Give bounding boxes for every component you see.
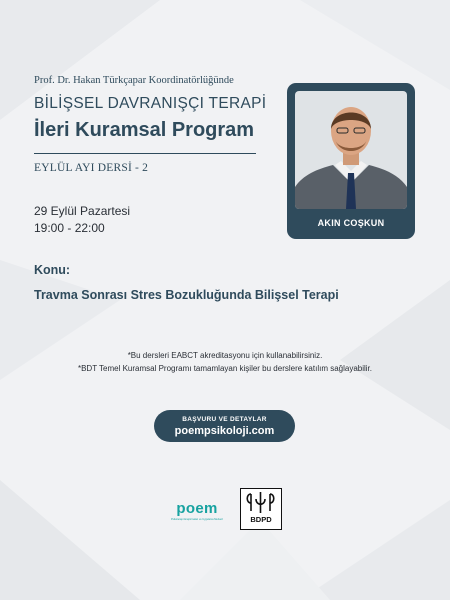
poem-logo-text: poem (176, 500, 218, 517)
poem-logo (170, 500, 224, 524)
coordinator-text: Prof. Dr. Hakan Türkçapar Koordinatörlüğünde (34, 75, 234, 86)
apply-label: BAŞVURU VE DETAYLAR (182, 416, 267, 423)
apply-button[interactable] (154, 410, 295, 442)
lesson-label: EYLÜL AYI DERSİ - 2 (34, 162, 149, 174)
notes (0, 349, 450, 375)
program-subtitle: İleri Kuramsal Program (34, 119, 255, 141)
bdpd-emblem-icon (241, 489, 280, 515)
speaker-card (287, 83, 415, 239)
program-title: BİLİŞSEL DAVRANIŞÇI TERAPİ (34, 95, 267, 112)
apply-url[interactable]: poempsikoloji.com (174, 425, 275, 437)
speaker-photo (295, 91, 407, 209)
bdpd-logo-text: BDPD (250, 515, 272, 524)
title-divider (34, 153, 256, 154)
note-bdt: *BDT Temel Kuramsal Programı tamamlayan kişiler bu derslere katılım sağlayabilir. (77, 364, 373, 373)
bdpd-logo (240, 488, 282, 530)
poem-logo-tagline: Psikoterapi Araştırmaları ve Uygulama Merkezi (171, 518, 223, 521)
lesson-date: 29 Eylül Pazartesi (34, 204, 131, 218)
note-eabct: *Bu dersleri EABCT akreditasyonu için kullanabilirsiniz. (127, 351, 323, 360)
topic-text: Travma Sonrası Stres Bozukluğunda Bilişsel Terapi (34, 288, 339, 302)
topic-label: Konu: (34, 263, 71, 277)
speaker-name: AKIN COŞKUN (317, 218, 385, 228)
lesson-time: 19:00 - 22:00 (34, 221, 105, 235)
